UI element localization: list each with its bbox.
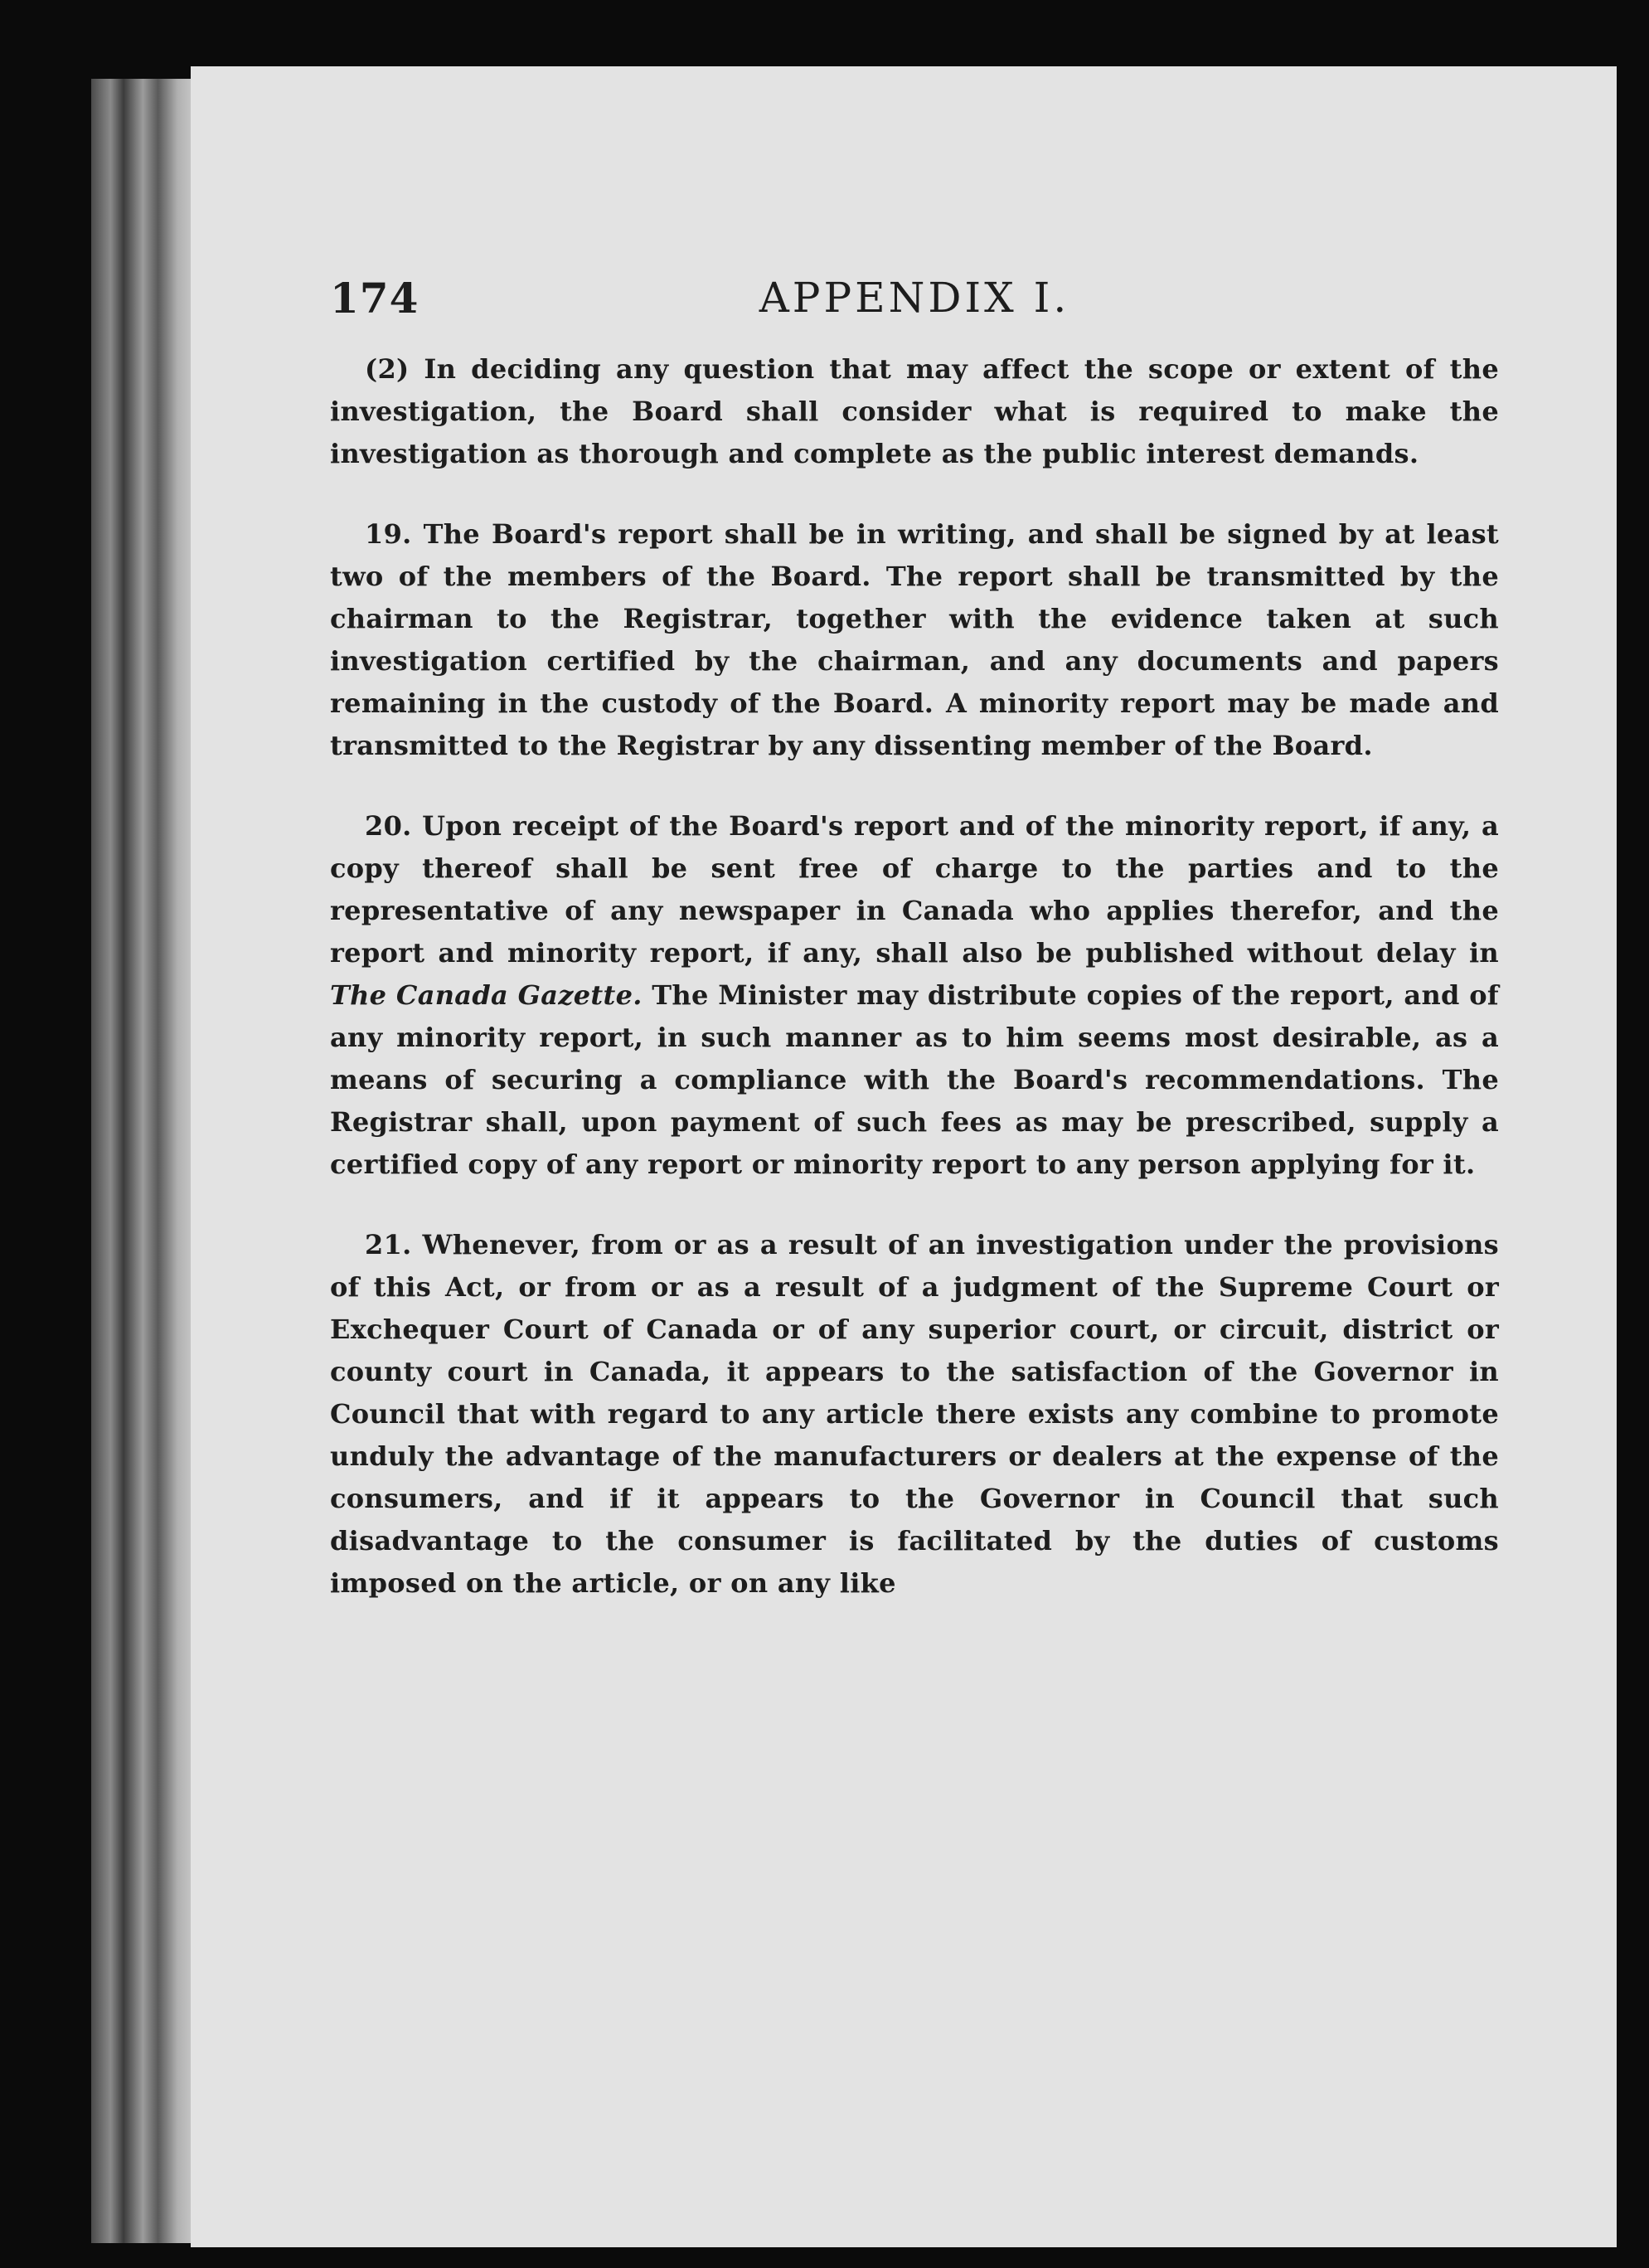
running-head: [330, 257, 1499, 348]
book-page-edges: [91, 79, 199, 2243]
paragraph-section-19: 19. The Board's report shall be in writing, and shall be signed by at least two of the members of the Board. The report shall be transmitted by the chairman to the Registrar, together with the evidence taken at such investigation certified by the chairman, and any documents and papers remaining in the custody of the Board. A minority report may be made and transmitted to the Registrar by any dissenting member of the Board.: [330, 518, 1499, 761]
page-text: [330, 257, 1499, 1605]
paragraph-section-21: 21. Whenever, from or as a result of an investigation under the provisions of this Act, or from or as a result of a judgment of the Supreme Court or Exchequer Court of Canada or of any superior court, or circuit, district or county court in Canada, it appears to the satisfaction of the Governor in Council that with regard to any article there exists any combine to promote unduly the advantage of the manufacturers or dealers at the expense of the consumers, and if it appears to the Governor in Council that such disadvantage to the consumer is facilitated by the duties of customs imposed on the article, or on any like: [330, 1229, 1499, 1599]
page-heading: APPENDIX I.: [759, 274, 1070, 322]
gazette-title: The Canada Gazette.: [330, 979, 643, 1011]
page-number: 174: [330, 274, 420, 323]
paragraph-subsection-2: (2) In deciding any question that may affect the scope or extent of the investigation, the Board shall consider what is required to make the investigation as thorough and complete as the public interest demands.: [330, 353, 1499, 469]
section-20-text-start: 20. Upon receipt of the Board's report and of the minority report, if any, a copy thereof shall be sent free of charge to the parties and to the representative of any newspaper in Canada who applies therefor, and the report and minority report, if any, shall also be published without delay in: [330, 810, 1499, 969]
paragraph-section-20: [330, 805, 1499, 1186]
section-20-text-end: The Minister may distribute copies of the report, and of any minority report, in such manner as to him seems most desirable, as a means of securing a compliance with the Board's recommendations. The Registrar shall, upon payment of such fees as may be prescribed, supply a certified copy of any report or minority report to any person applying for it.: [330, 979, 1499, 1180]
